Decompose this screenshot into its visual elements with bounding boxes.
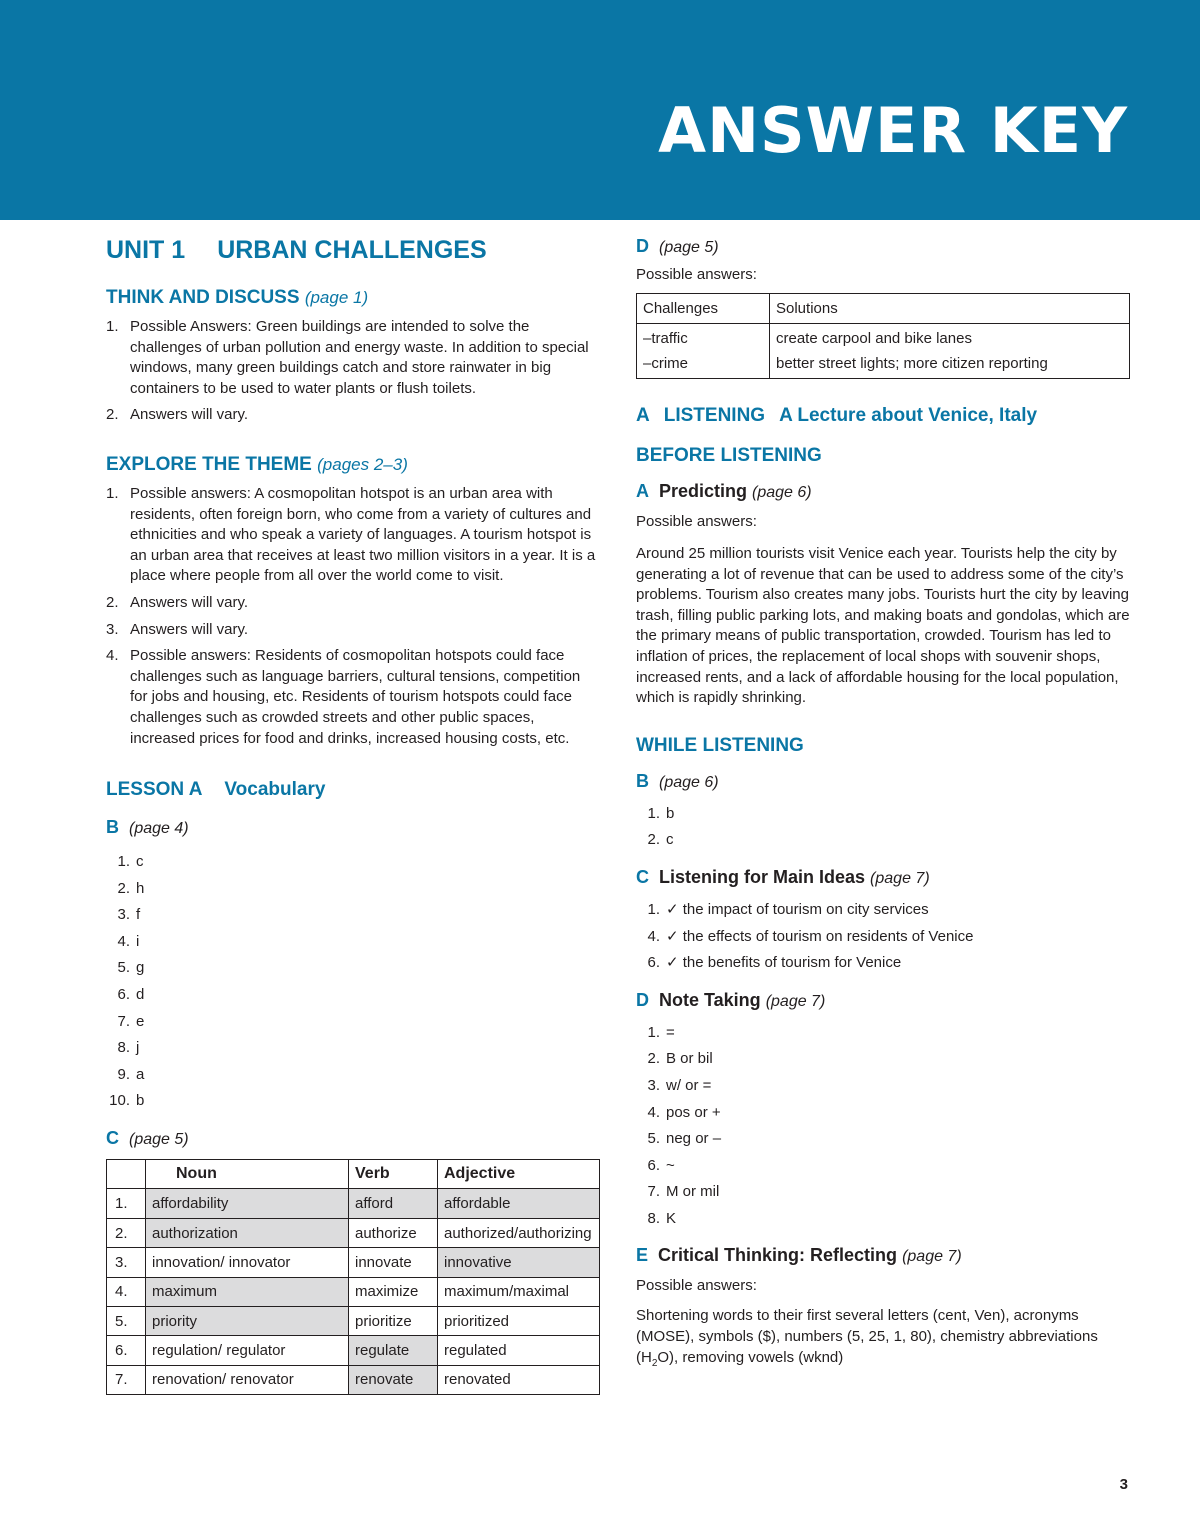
item-number: 4. (647, 1103, 660, 1121)
list-item (636, 1049, 1130, 1076)
vocab-b-answer: i (136, 932, 140, 950)
table-header-noun: Noun (146, 1160, 349, 1189)
table-cell: 1. (107, 1189, 146, 1218)
main-ideas-title: Listening for Main Ideas (659, 866, 866, 887)
vocab-b-answer: b (136, 1092, 145, 1110)
list-item: 1. Possible answers: A cosmopolitan hotspot is an urban area with residents, often foreign born, who come from a variety of cultures and ethnicities and who speak a variety of languages. A tourism hotspot is an urban area that receives at least two million visitors in a year. It is a place where people from all over the world come to visit. (106, 484, 596, 585)
main-ideas-letter: C (636, 866, 649, 887)
sec-d-intro: Possible answers: (636, 266, 757, 283)
list-item (636, 1156, 1130, 1183)
table-cell: innovation/ innovator (146, 1248, 349, 1277)
challenge-1: –traffic (643, 330, 688, 347)
critical-text-start: Shortening words to their first several letters (cent, Ven), acronyms (MOSE), symbols ($), numbers (5, 25, 1, 80), chemistry abbreviations (H (636, 1307, 1098, 1366)
table-cell: 5. (107, 1306, 146, 1335)
vocab-b-list (106, 852, 600, 1118)
main-ideas-heading (636, 867, 1130, 888)
explore-page: (pages 2–3) (317, 454, 408, 474)
table-cell: maximum/maximal (438, 1277, 600, 1306)
item-number: 5. (647, 1130, 660, 1148)
list-item (636, 1076, 1130, 1103)
vocab-b-answer: a (136, 1065, 145, 1083)
table-header-adjective: Adjective (438, 1160, 600, 1189)
solution-1: create carpool and bike lanes (776, 330, 972, 347)
list-item: 3. Answers will vary. (106, 620, 249, 638)
critical-title: Critical Thinking: Reflecting (658, 1245, 898, 1266)
critical-text (636, 1306, 1130, 1374)
item-text: w/ or = (666, 1076, 712, 1094)
think-item-1: Possible Answers: Green buildings are intended to solve the challenges of urban pollution and energy waste. In addition to special windows, many green buildings catch and store rainwater in big containers to be used to water plants or flush toilets. (130, 318, 589, 397)
note-taking-heading (636, 990, 1130, 1011)
vocab-c-heading (106, 1128, 600, 1149)
list-item: 4. Possible answers: Residents of cosmopolitan hotspots could face challenges such as language barriers, cultural tensions, competition for jobs and housing, etc. Residents of tourism hotspots could face challenges such as crowded streets and other public spaces, increased prices for food and drinks, increased housing costs, etc. (106, 647, 581, 747)
item-text: ✓ the effects of tourism on residents of Venice (666, 927, 974, 945)
list-b-letter: B (636, 770, 649, 791)
table-cell: regulated (438, 1336, 600, 1365)
item-number: 4. (647, 927, 660, 945)
explore-item-4: Possible answers: Residents of cosmopolitan hotspots could face challenges such as language barriers, cultural tensions, competition for jobs and housing, etc. Residents of tourism hotspots could face challenges such as crowded streets and other public spaces, increased prices for food and drinks, increased housing costs, etc. (130, 647, 581, 747)
item-text: neg or – (666, 1130, 722, 1148)
vocab-c-page: (page 5) (129, 1131, 189, 1149)
list-item: 5. g (117, 959, 145, 977)
table-cell: maximum (146, 1277, 349, 1306)
list-b-page: (page 6) (659, 773, 719, 791)
table-row (107, 1336, 600, 1365)
item-number: 2. (647, 831, 660, 849)
list-item (636, 1023, 1130, 1050)
vocab-b-page: (page 4) (129, 820, 189, 838)
list-b-answers (636, 804, 1130, 857)
table-row (107, 1277, 600, 1306)
table-cell: regulate (349, 1336, 438, 1365)
table-header-row (107, 1160, 600, 1189)
critical-subscript: 2 (651, 1357, 658, 1369)
table-header-challenges: Challenges (637, 294, 770, 324)
left-column (106, 232, 600, 1395)
list-item (636, 927, 1130, 954)
list-item: 7. e (117, 1012, 145, 1030)
table-cell: affordability (146, 1189, 349, 1218)
vocab-b-answer: f (136, 906, 141, 924)
while-listening-heading: WHILE LISTENING (636, 734, 804, 756)
vocab-c-letter: C (106, 1128, 119, 1149)
list-item: 9. a (117, 1065, 145, 1083)
list-item (636, 1209, 1130, 1236)
vocab-b-answer: d (136, 986, 145, 1004)
table-cell: authorization (146, 1218, 349, 1247)
listening-label: LISTENING (663, 405, 766, 426)
think-item-2: Answers will vary. (130, 406, 249, 424)
table-cell: afford (349, 1189, 438, 1218)
table-header-verb: Verb (349, 1160, 438, 1189)
critical-page: (page 7) (902, 1248, 962, 1266)
item-number: 3. (647, 1076, 660, 1094)
predicting-heading (636, 481, 1130, 502)
item-text: K (666, 1209, 677, 1227)
sec-d-heading (636, 236, 1130, 257)
table-header-row (637, 294, 1130, 324)
list-item: 4. i (117, 932, 140, 950)
word-forms-table (106, 1159, 600, 1395)
think-page: (page 1) (304, 288, 369, 307)
explore-title: EXPLORE THE THEME (106, 453, 312, 475)
list-item: 1. c (117, 853, 144, 871)
table-cell: prioritize (349, 1306, 438, 1335)
header-banner (0, 0, 1200, 220)
think-title: THINK AND DISCUSS (106, 287, 300, 308)
table-cell: renovate (349, 1365, 438, 1394)
listening-title: A Lecture about Venice, Italy (779, 405, 1038, 426)
list-item: 6. d (117, 986, 145, 1004)
item-number: 2. (647, 1050, 660, 1068)
list-item: 1. Possible Answers: Green buildings are intended to solve the challenges of urban pollution and energy waste. In addition to special windows, many green buildings catch and store rainwater in big containers to be used to water plants or flush toilets. (106, 318, 589, 397)
main-ideas-page: (page 7) (870, 869, 930, 887)
table-row (107, 1189, 600, 1218)
list-item: 8. j (117, 1039, 140, 1057)
challenge-2: –crime (643, 355, 689, 372)
vocab-b-answer: j (136, 1039, 140, 1057)
item-number: 7. (647, 1183, 660, 1201)
vocab-b-heading (106, 817, 600, 838)
list-item: 3. f (117, 906, 141, 924)
table-cell: authorized/authorizing (438, 1218, 600, 1247)
critical-text-end: O), removing vowels (wknd) (657, 1348, 844, 1366)
predicting-title: Predicting (659, 481, 748, 501)
explore-item-3: Answers will vary. (130, 620, 249, 638)
item-text: = (666, 1023, 675, 1041)
unit-name: URBAN CHALLENGES (217, 236, 487, 264)
list-item: 10. b (109, 1092, 145, 1110)
note-taking-title: Note Taking (659, 989, 761, 1010)
table-cell: priority (146, 1306, 349, 1335)
table-cell: renovation/ renovator (146, 1365, 349, 1394)
critical-intro: Possible answers: (636, 1277, 757, 1295)
list-item: 2. Answers will vary. (106, 593, 249, 611)
list-item: 2. Answers will vary. (106, 406, 249, 424)
item-number: 1. (647, 804, 660, 822)
explore-item-2: Answers will vary. (130, 593, 249, 611)
table-cell: innovate (349, 1248, 438, 1277)
right-column (636, 232, 1130, 1374)
vocab-b-answer: h (136, 879, 145, 897)
list-item (636, 830, 1130, 857)
table-cell (770, 324, 1130, 379)
table-cell: authorize (349, 1218, 438, 1247)
list-item (636, 953, 1130, 980)
think-heading (106, 287, 600, 309)
challenges-table (636, 293, 1130, 379)
sec-d-letter: D (636, 236, 649, 256)
listening-letter: A (636, 405, 650, 426)
note-taking-page: (page 7) (765, 992, 826, 1010)
predicting-intro: Possible answers: (636, 513, 757, 530)
explore-item-1: Possible answers: A cosmopolitan hotspot is an urban area with residents, often foreign born, who come from a variety of cultures and ethnicities and who speak a variety of languages. A tourism hotspot is an urban area that receives at least two million visitors in a year. It is a place where people from all over the world come to visit. (130, 484, 596, 585)
predicting-letter: A (636, 481, 649, 501)
table-header-solutions: Solutions (770, 294, 1130, 324)
table-cell: regulation/ regulator (146, 1336, 349, 1365)
page-number: 3 (1119, 1476, 1128, 1493)
list-item (636, 1103, 1130, 1130)
note-taking-letter: D (636, 989, 649, 1010)
explore-heading (106, 454, 600, 476)
item-text: ✓ the impact of tourism on city services (666, 900, 929, 918)
main-ideas-list (636, 900, 1130, 980)
table-cell: affordable (438, 1189, 600, 1218)
table-row (107, 1218, 600, 1247)
page-title: ANSWER KEY (658, 94, 1128, 167)
item-text: pos or + (666, 1103, 721, 1121)
item-text: ~ (666, 1156, 675, 1174)
lesson-heading (106, 779, 600, 801)
table-cell: 6. (107, 1336, 146, 1365)
unit-number: UNIT 1 (106, 236, 186, 264)
table-row (107, 1365, 600, 1394)
list-item (636, 900, 1130, 927)
table-row (107, 1306, 600, 1335)
item-text: ✓ the benefits of tourism for Venice (666, 954, 902, 972)
vocab-b-answer: e (136, 1012, 145, 1030)
table-cell: innovative (438, 1248, 600, 1277)
vocab-b-letter: B (106, 817, 119, 838)
critical-letter: E (636, 1245, 649, 1266)
table-cell: maximize (349, 1277, 438, 1306)
item-number: 1. (647, 900, 660, 918)
table-row (107, 1248, 600, 1277)
predicting-page: (page 6) (752, 484, 812, 501)
vocab-b-answer: c (136, 853, 144, 871)
think-list (106, 317, 600, 426)
list-item (636, 804, 1130, 831)
table-cell: renovated (438, 1365, 600, 1394)
item-number: 8. (647, 1209, 660, 1227)
list-item (636, 1182, 1130, 1209)
table-cell: 4. (107, 1277, 146, 1306)
list-item (636, 1129, 1130, 1156)
lesson-label: LESSON A (106, 779, 203, 801)
unit-title (106, 236, 600, 265)
table-cell: 7. (107, 1365, 146, 1394)
item-number: 1. (647, 1023, 660, 1041)
note-taking-list (636, 1023, 1130, 1236)
table-cell (637, 324, 770, 379)
predicting-text: Around 25 million tourists visit Venice each year. Tourists help the city by generating a lot of revenue that can be used to address some of the city’s problems. Tourism also creates many jobs. Tourists hurt the city by leaving trash, filling public parking lots, and making boats and gondolas, which are the primary means of public transportation, crowded. Tourism has led to inflation of prices, the replacement of local shops with souvenir shops, increased rents, and a lack of affordable housing for the local population, which is rapidly shrinking. (636, 545, 1130, 707)
lesson-name: Vocabulary (224, 779, 326, 801)
list-item: 2. h (117, 879, 145, 897)
listening-heading (636, 405, 1130, 427)
explore-list (106, 484, 600, 749)
vocab-b-answer: g (136, 959, 145, 977)
item-text: c (666, 831, 674, 849)
table-cell (107, 1160, 146, 1189)
item-text: B or bil (666, 1050, 713, 1068)
table-cell: 3. (107, 1248, 146, 1277)
item-number: 6. (647, 954, 660, 972)
table-cell: prioritized (438, 1306, 600, 1335)
table-cell: 2. (107, 1218, 146, 1247)
item-text: M or mil (666, 1183, 720, 1201)
table-row (637, 324, 1130, 379)
before-listening-heading: BEFORE LISTENING (636, 445, 822, 466)
item-number: 6. (647, 1156, 660, 1174)
sec-d-page: (page 5) (659, 239, 719, 256)
list-b-heading (636, 771, 1130, 792)
critical-heading (636, 1245, 1130, 1266)
item-text: b (666, 804, 675, 822)
solution-2: better street lights; more citizen reporting (776, 355, 1048, 372)
